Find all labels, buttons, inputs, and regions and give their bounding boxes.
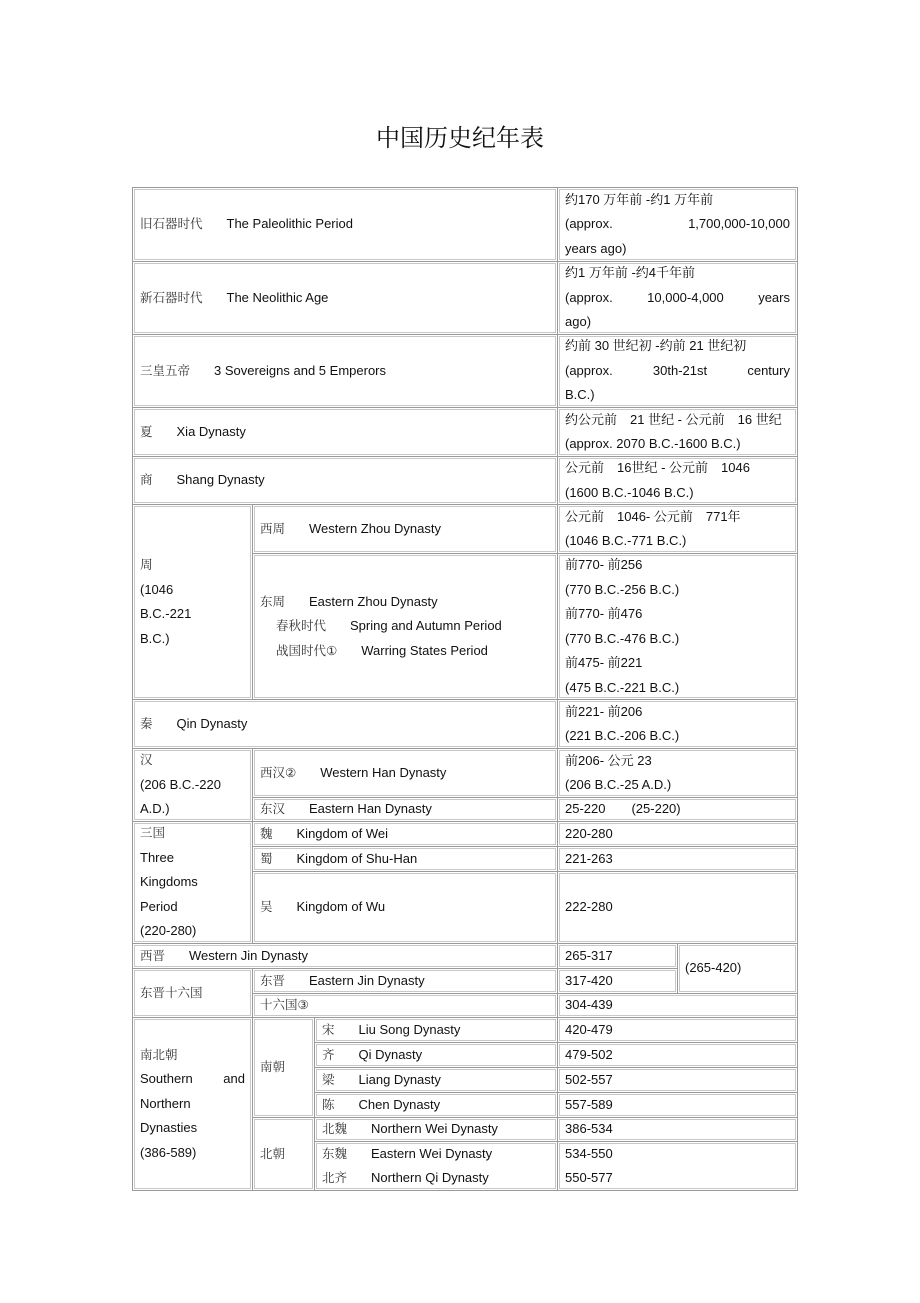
cell-line: [140, 1116, 245, 1141]
date-text: 前770- 前476: [565, 606, 643, 621]
date-text: (206 B.C.-25 A.D.): [565, 777, 672, 792]
group-text: 东晋十六国: [140, 984, 203, 1000]
cell-line: [140, 821, 245, 846]
cell-line: [565, 359, 790, 384]
date-text: 25-220 (25-220): [565, 801, 681, 817]
cell-line: [260, 797, 550, 822]
group-text: 汉: [140, 752, 153, 768]
dates-cell-wzhou: [557, 504, 798, 554]
cell-line: [565, 286, 790, 311]
period-name-en: Chen Dynasty: [358, 1096, 441, 1112]
cell-line: [565, 627, 790, 652]
dates-cell-liang: [557, 1067, 798, 1093]
dates-cell-paleo: [557, 187, 798, 262]
date-text: 550-577: [565, 1170, 613, 1185]
period-name-cn: 东魏: [322, 1145, 348, 1161]
cell-line: [565, 334, 790, 359]
cell-line: [565, 212, 790, 237]
date-text: 557-589: [565, 1096, 613, 1112]
cell-line: [322, 1142, 550, 1167]
period-name-cn: 北魏: [322, 1121, 348, 1137]
dates-cell-qi: [557, 1042, 798, 1068]
date-text: 约前 30 世纪初 -约前 21 世纪初: [565, 338, 747, 354]
cell-line: [140, 578, 245, 603]
date-text: 前770- 前256: [565, 557, 643, 572]
cell-line: [140, 1043, 245, 1068]
dates-cell-wu: [557, 871, 798, 944]
cell-line: [140, 420, 550, 445]
cell-line: [565, 1166, 790, 1191]
period-name-cn: 东周: [260, 593, 286, 609]
cell-line: [565, 383, 790, 408]
date-text-part: (approx.: [565, 289, 613, 305]
period-name-en: Northern Qi Dynasty: [371, 1170, 489, 1185]
cell-line: [565, 1117, 790, 1142]
date-text: (770 B.C.-476 B.C.): [565, 630, 680, 646]
period-name-cn: 秦: [140, 715, 153, 731]
date-text: 386-534: [565, 1121, 613, 1137]
group-cell-k16: [252, 993, 558, 1018]
dates-cell-ezhou: [557, 553, 798, 700]
period-cell-wei: [252, 821, 558, 847]
period-cell-ejin: [252, 968, 558, 994]
cell-line: [260, 895, 550, 920]
period-cell-qin: [132, 699, 558, 749]
period-cell-song: [314, 1017, 558, 1043]
period-name-en: Liu Song Dynasty: [358, 1021, 461, 1037]
cell-line: [565, 797, 790, 822]
period-name-cn: 齐: [322, 1046, 335, 1062]
cell-line: [140, 895, 245, 920]
period-name-en: Eastern Zhou Dynasty: [309, 593, 438, 609]
period-cell-nwei: [314, 1117, 558, 1142]
period-cell-chen: [314, 1092, 558, 1118]
cell-line: [260, 517, 550, 542]
period-name-en: Northern Wei Dynasty: [371, 1121, 498, 1137]
cell-line: [140, 797, 245, 822]
date-text: B.C.): [565, 387, 595, 403]
sub-period-cn: 春秋时代: [276, 618, 327, 634]
dates-cell-jin_total: [677, 943, 798, 994]
date-text: 502-557: [565, 1071, 613, 1087]
cell-line: [565, 969, 670, 994]
dates-cell-ehan: [557, 797, 798, 822]
cell-line: [322, 1117, 550, 1142]
sub-period-en: Warring States Period: [361, 642, 488, 658]
cell-line: [140, 944, 550, 969]
cell-line: [140, 870, 245, 895]
cell-line: [260, 590, 550, 615]
period-cell-shang: [132, 456, 558, 505]
date-text-part: 30th-21st: [652, 362, 708, 378]
date-text: 221-263: [565, 850, 613, 866]
period-name-en: Eastern Wei Dynasty: [371, 1145, 493, 1161]
dates-cell-ejin: [557, 968, 678, 994]
period-name-en: Eastern Han Dynasty: [309, 801, 432, 817]
date-text: (221 B.C.-206 B.C.): [565, 728, 680, 743]
date-text: (770 B.C.-256 B.C.): [565, 581, 680, 597]
period-cell-ezhou: [252, 553, 558, 700]
period-cell-whan: [252, 748, 558, 798]
cell-line: [322, 1018, 550, 1043]
dates-cell-shang: [557, 456, 798, 505]
period-name-en: Qin Dynasty: [176, 715, 248, 731]
cell-line: [565, 700, 790, 725]
group-text: Kingdoms: [140, 874, 198, 890]
group-text: (206 B.C.-220: [140, 776, 221, 792]
cell-line: [565, 505, 790, 530]
period-name-en: The Neolithic Age: [226, 289, 329, 305]
cell-line: [260, 993, 550, 1018]
cell-line: [140, 627, 245, 652]
date-text-part: (approx.: [565, 216, 613, 232]
date-text: (1600 B.C.-1046 B.C.): [565, 484, 694, 500]
period-name-en: Liang Dynasty: [358, 1071, 441, 1087]
period-name-cn: 新石器时代: [140, 289, 203, 305]
cell-line: [565, 432, 790, 457]
group-text: 北朝: [260, 1145, 286, 1161]
date-text: 304-439: [565, 997, 613, 1013]
cell-line: [260, 1142, 307, 1167]
group-text: A.D.): [140, 801, 170, 817]
period-name-cn: 西汉②: [260, 764, 297, 780]
group-text: Three: [140, 849, 174, 865]
group-cell-zhou: [132, 504, 253, 700]
cell-line: [565, 993, 790, 1018]
dates-cell-whan: [557, 748, 798, 798]
cell-line: [140, 773, 245, 798]
dates-cell-ewei-nqi: [557, 1141, 798, 1191]
cell-line: [140, 468, 550, 493]
dates-cell-qin: [557, 699, 798, 749]
cell-line: [565, 237, 790, 262]
cell-line: [140, 748, 245, 773]
cell-line: [565, 773, 790, 798]
period-cell-xia: [132, 407, 558, 457]
dates-cell-wjin: [557, 943, 678, 969]
period-cell-ewei-nqi: [314, 1141, 558, 1191]
period-name-cn: 宋: [322, 1021, 335, 1037]
cell-line: [322, 1043, 550, 1068]
group-text: B.C.-221: [140, 606, 192, 621]
period-name-cn: 西晋: [140, 947, 166, 963]
group-text: Period: [140, 898, 178, 914]
period-name-cn: 东晋: [260, 972, 286, 988]
period-name-en: Western Han Dynasty: [320, 764, 447, 780]
date-text: 534-550: [565, 1145, 613, 1161]
period-name-cn: 夏: [140, 423, 153, 439]
period-name-en: Kingdom of Wu: [296, 899, 386, 915]
cell-line: [260, 639, 550, 664]
period-name-cn: 商: [140, 472, 153, 488]
date-text: 222-280: [565, 899, 613, 915]
period-cell-liang: [314, 1067, 558, 1093]
period-name-en: Shang Dynasty: [176, 472, 265, 488]
group-text-part: and: [223, 1071, 245, 1087]
date-text: 479-502: [565, 1046, 613, 1062]
cell-line: [140, 981, 245, 1006]
group-text: B.C.): [140, 630, 170, 646]
cell-line: [565, 481, 790, 506]
period-cell-qi: [314, 1042, 558, 1068]
period-name-en: Kingdom of Wei: [296, 825, 389, 841]
period-cell-shu: [252, 846, 558, 872]
dates-cell-neo: [557, 261, 798, 335]
period-name-en: 3 Sovereigns and 5 Emperors: [214, 362, 386, 378]
group-cell-han: [132, 748, 253, 822]
cell-line: [140, 1141, 245, 1166]
cell-line: [140, 602, 245, 627]
dates-cell-song: [557, 1017, 798, 1043]
cell-line: [565, 822, 790, 847]
date-text: 317-420: [565, 972, 613, 988]
period-cell-sov: [132, 334, 558, 408]
period-cell-paleo: [132, 187, 558, 262]
date-text: 前221- 前206: [565, 703, 643, 719]
date-text: 约170 万年前 -约1 万年前: [565, 191, 714, 207]
date-text: (approx. 2070 B.C.-1600 B.C.): [565, 436, 741, 451]
dates-cell-k16: [557, 993, 798, 1018]
dates-cell-sov: [557, 334, 798, 408]
date-text: 前206- 公元 23: [565, 752, 652, 768]
cell-line: [565, 724, 790, 749]
cell-line: [140, 553, 245, 578]
cell-line: [565, 261, 790, 286]
cell-line: [260, 822, 550, 847]
cell-line: [260, 1055, 307, 1080]
dates-cell-xia: [557, 407, 798, 457]
group-text: Dynasties: [140, 1120, 198, 1136]
cell-line: [140, 1067, 245, 1092]
group-text: 三国: [140, 825, 166, 841]
group-text: Northern: [140, 1095, 191, 1111]
cell-line: [565, 1093, 790, 1118]
cell-line: [565, 1068, 790, 1093]
period-name-en: Kingdom of Shu-Han: [296, 850, 418, 866]
cell-line: [260, 761, 550, 786]
cell-line: [260, 847, 550, 872]
date-text: 约公元前 21 世纪 - 公元前 16 世纪: [565, 411, 782, 427]
period-cell-wu: [252, 871, 558, 944]
period-name-en: Qi Dynasty: [358, 1046, 423, 1062]
date-text: 420-479: [565, 1021, 613, 1037]
dates-cell-shu: [557, 846, 798, 872]
date-text: 约1 万年前 -约4千年前: [565, 265, 696, 281]
cell-line: [260, 969, 550, 994]
period-name-cn: 东汉: [260, 801, 286, 817]
cell-line: [565, 1043, 790, 1068]
cell-line: [322, 1068, 550, 1093]
cell-line: [565, 895, 790, 920]
group-cell-ejin16: [132, 968, 253, 1018]
group-text: 周: [140, 557, 153, 572]
period-cell-wjin: [132, 943, 558, 969]
group-text: (1046: [140, 581, 174, 597]
cell-line: [565, 1142, 790, 1167]
cell-line: [565, 456, 790, 481]
group-text: (220-280): [140, 923, 197, 939]
period-name-en: Western Zhou Dynasty: [309, 520, 441, 536]
period-name-en: Eastern Jin Dynasty: [309, 972, 425, 988]
period-name-cn: 吴: [260, 899, 273, 915]
date-text: (475 B.C.-221 B.C.): [565, 679, 680, 695]
period-name-cn: 北齐: [322, 1170, 348, 1185]
cell-line: [565, 847, 790, 872]
cell-line: [322, 1166, 550, 1191]
date-text: ago): [565, 314, 592, 330]
date-text: 公元前 16世纪 - 公元前 1046: [565, 460, 750, 475]
group-text-part: Southern: [140, 1071, 193, 1087]
cell-line: [685, 956, 790, 981]
period-cell-wzhou: [252, 504, 558, 554]
group-cell-nanbei: [132, 1017, 253, 1191]
cell-line: [260, 614, 550, 639]
date-text-part: (approx.: [565, 362, 613, 378]
period-name-cn: 梁: [322, 1071, 335, 1087]
sub-period-en: Spring and Autumn Period: [350, 618, 502, 634]
cell-line: [565, 1018, 790, 1043]
group-text: (386-589): [140, 1144, 197, 1160]
cell-line: [140, 846, 245, 871]
cell-line: [140, 712, 550, 737]
cell-line: [565, 578, 790, 603]
cell-line: [565, 602, 790, 627]
period-name-en: Western Jin Dynasty: [189, 947, 308, 963]
cell-line: [322, 1093, 550, 1118]
date-text-part: 1,700,000-10,000: [688, 216, 790, 232]
group-cell-south: [252, 1017, 315, 1118]
date-text-part: century: [747, 362, 790, 378]
date-text: 220-280: [565, 825, 613, 841]
period-name-en: The Paleolithic Period: [226, 216, 353, 232]
date-text: 公元前 1046- 公元前 771年: [565, 508, 741, 524]
cell-line: [565, 529, 790, 554]
date-text: (265-420): [685, 960, 742, 976]
cell-line: [565, 749, 790, 774]
date-text-part: 10,000-4,000: [647, 289, 724, 305]
date-text: (1046 B.C.-771 B.C.): [565, 533, 687, 548]
date-text-part: years: [758, 289, 790, 305]
group-cell-north: [252, 1117, 315, 1191]
period-cell-neo: [132, 261, 558, 335]
cell-line: [140, 919, 245, 944]
period-name-cn: 陈: [322, 1096, 335, 1112]
period-name-cn: 旧石器时代: [140, 216, 203, 232]
period-name-cn: 三皇五帝: [140, 362, 191, 378]
sub-period-cn: 战国时代①: [276, 642, 338, 658]
period-name-cn: 魏: [260, 825, 273, 841]
period-name-cn: 蜀: [260, 850, 273, 866]
group-text: 南朝: [260, 1059, 286, 1075]
dates-cell-chen: [557, 1092, 798, 1118]
cell-line: [565, 408, 790, 433]
cell-line: [140, 212, 550, 237]
period-name-en: Xia Dynasty: [176, 423, 246, 439]
cell-line: [140, 359, 550, 384]
cell-line: [565, 188, 790, 213]
cell-line: [565, 944, 670, 969]
period-cell-ehan: [252, 797, 558, 822]
group-text: 南北朝: [140, 1046, 178, 1062]
cell-line: [565, 553, 790, 578]
cell-line: [140, 1092, 245, 1117]
period-name-cn: 西周: [260, 520, 286, 536]
cell-line: [140, 286, 550, 311]
dates-cell-nwei: [557, 1117, 798, 1142]
date-text: years ago): [565, 240, 627, 256]
cell-line: [565, 676, 790, 701]
date-text: 前475- 前221: [565, 655, 643, 670]
date-text: 265-317: [565, 947, 613, 963]
dates-cell-wei: [557, 821, 798, 847]
cell-line: [565, 651, 790, 676]
page-title: 中国历史纪年表: [376, 124, 544, 152]
cell-line: [565, 310, 790, 335]
group-text: 十六国③: [260, 997, 309, 1013]
group-cell-three: [132, 821, 253, 944]
